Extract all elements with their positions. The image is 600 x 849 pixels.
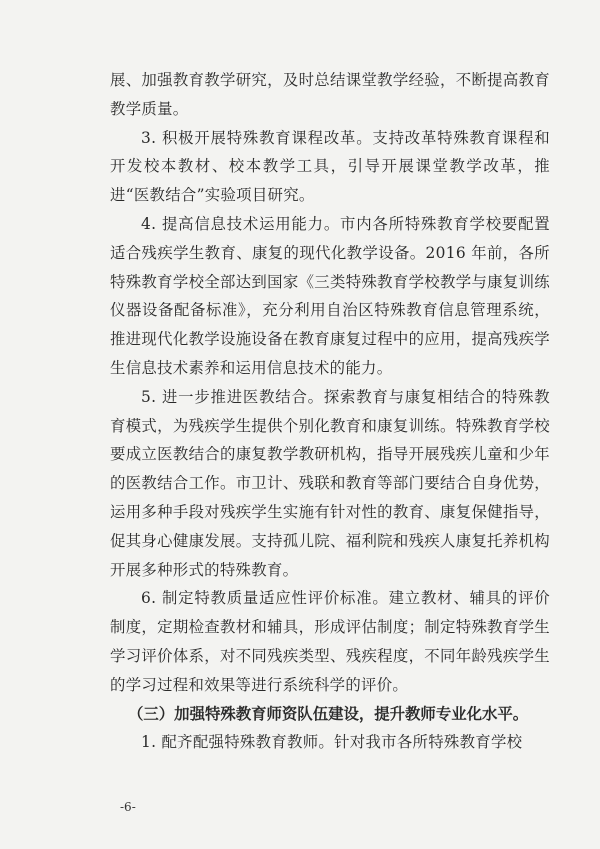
document-body [110,66,550,757]
paragraph-continuation: 展、加强教育教学研究，及时总结课堂教学经验，不断提高教育教学质量。 [110,71,550,118]
section-heading: （三）加强特殊教育师资队伍建设，提升教师专业化水平。 [128,704,529,723]
paragraph-item-5: 5. 进一步推进医教结合。探索教育与康复相结合的特殊教育模式，为残疾学生提供个别化教育和康复训练。特殊教育学校要成立医教结合的康复教学教研机构，指导开展残疾儿童和少年的医教结合工作。市卫计、残联和教育等部门要结合自身优势，运用多种手段对残疾学生实施有针对性的教育、康复保健指导，促其身心健康发展。支持孤儿院、福利院和残疾人康复托养机构开展多种形式的特殊教育。 [110,387,550,579]
page-number: -6- [120,800,136,814]
paragraph-item-6: 6. 制定特教质量适应性评价标准。建立教材、辅具的评价制度，定期检查教材和辅具，形成评估制度；制定特殊教育学生学习评价体系，对不同残疾类型、残疾程度，不同年龄残疾学生的学习过程和效果等进行系统科学的评价。 [110,589,550,694]
paragraph-item-4: 4. 提高信息技术运用能力。市内各所特殊教育学校要配置适合残疾学生教育、康复的现代化教学设备。2016 年前，各所特殊教育学校全部达到国家《三类特殊教育学校教学与康复训练仪器设备配备标准》，充分利用自治区特殊教育信息管理系统，推进现代化教学设施设备在教育康复过程中的应用，提高残疾学生信息技术素养和运用信息技术的能力。 [110,214,550,377]
paragraph-item-3: 3. 积极开展特殊教育课程改革。支持改革特殊教育课程和开发校本教材、校本教学工具，引导开展课堂教学改革，推进“医教结合”实验项目研究。 [110,128,550,205]
paragraph-item-1: 1. 配齐配强特殊教育教师。针对我市各所特殊教育学校 [141,733,523,752]
